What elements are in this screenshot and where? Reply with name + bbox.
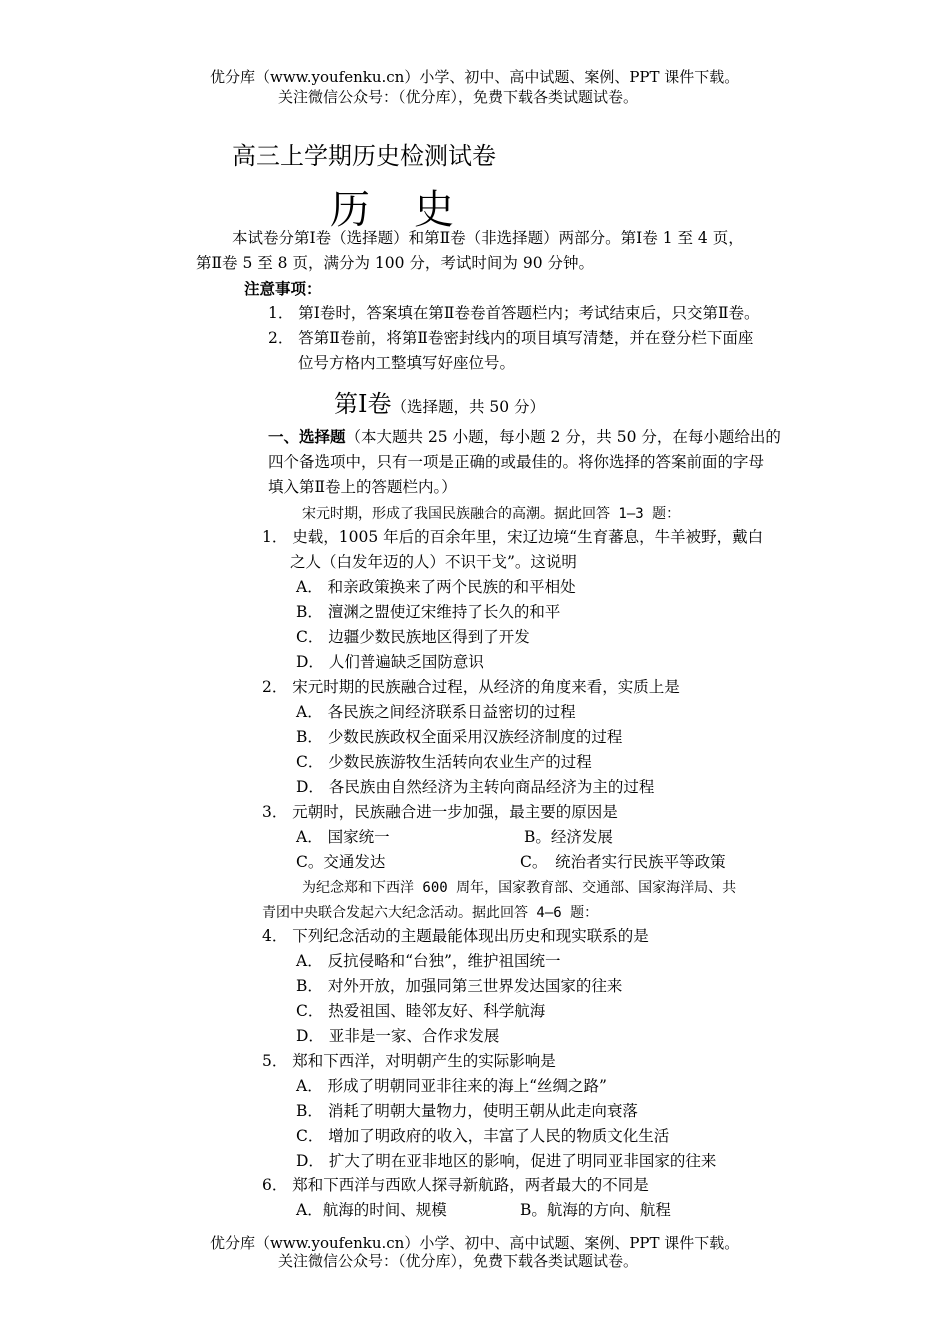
q5-option-a: A． 形成了明朝同亚非往来的海上“丝绸之路” xyxy=(296,1077,607,1095)
notes-label: 注意事项： xyxy=(244,280,322,298)
q2-option-c: C． 少数民族游牧生活转向农业生产的过程 xyxy=(296,753,592,771)
part-1-desc-1: （本大题共 25 小题，每小题 2 分，共 50 分，在每小题给出的 xyxy=(345,428,781,446)
q3-option-d: C。 统治者实行民族平等政策 xyxy=(520,853,726,871)
part-1-desc-3: 填入第Ⅱ卷上的答题栏内。） xyxy=(268,478,457,496)
note-2-line-1: 2． 答第Ⅱ卷前，将第Ⅱ卷密封线内的项目填写清楚，并在登分栏下面座 xyxy=(268,329,754,347)
q1-option-a: A． 和亲政策换来了两个民族的和平相处 xyxy=(296,578,576,596)
q2-option-d: D． 各民族由自然经济为主转向商品经济为主的过程 xyxy=(296,778,655,796)
stem-1: 宋元时期，形成了我国民族融合的高潮。据此回答 1—3 题： xyxy=(302,506,681,522)
q5-option-b: B． 消耗了明朝大量物力，使明王朝从此走向衰落 xyxy=(296,1102,638,1120)
intro-line-1: 本试卷分第Ⅰ卷（选择题）和第Ⅱ卷（非选择题）两部分。第Ⅰ卷 1 至 4 页， xyxy=(232,229,744,247)
q1-option-b: B． 澶渊之盟使辽宋维持了长久的和平 xyxy=(296,603,561,621)
q1-option-d: D． 人们普遍缺乏国防意识 xyxy=(296,653,484,671)
q4-option-b: B． 对外开放，加强同第三世界发达国家的往来 xyxy=(296,977,623,995)
q5-option-c: C． 增加了明政府的收入，丰富了人民的物质文化生活 xyxy=(296,1127,670,1145)
q2-option-b: B． 少数民族政权全面采用汉族经济制度的过程 xyxy=(296,728,623,746)
document-title: 高三上学期历史检测试卷 xyxy=(232,142,496,170)
subject-title: 历史 xyxy=(330,187,498,233)
section-1-heading xyxy=(334,384,545,419)
stem-2-line-1: 为纪念郑和下西洋 600 周年，国家教育部、交通部、国家海洋局、共 xyxy=(302,880,737,896)
intro-line-2: 第Ⅱ卷 5 至 8 页，满分为 100 分，考试时间为 90 分钟。 xyxy=(196,254,594,272)
note-1: 1． 第Ⅰ卷时，答案填在第Ⅱ卷卷首答题栏内；考试结束后，只交第Ⅱ卷。 xyxy=(268,304,760,322)
header-line-2: 关注微信公众号：（优分库），免费下载各类试题试卷。 xyxy=(278,88,639,106)
footer-line-1: 优分库（www.youfenku.cn）小学、初中、高中试题、案例、PPT 课件下载。 xyxy=(210,1234,740,1252)
footer-line-2: 关注微信公众号：（优分库），免费下载各类试题试卷。 xyxy=(278,1252,639,1270)
q6-option-b: B。航海的方向、航程 xyxy=(520,1201,671,1219)
q6-option-a: A．航海的时间、规模 xyxy=(296,1201,447,1219)
section-1-subtitle: （选择题，共 50 分） xyxy=(391,398,546,416)
part-1-line-1 xyxy=(268,427,781,447)
q4-option-d: D． 亚非是一家、合作求发展 xyxy=(296,1027,500,1045)
q3-option-c: C。交通发达 xyxy=(296,853,386,871)
part-1-desc-2: 四个备选项中，只有一项是正确的或最佳的。将你选择的答案前面的字母 xyxy=(268,453,765,471)
q1-option-c: C． 边疆少数民族地区得到了开发 xyxy=(296,628,530,646)
q5-text: 5． 郑和下西洋，对明朝产生的实际影响是 xyxy=(262,1052,556,1070)
part-1-label: 一、选择题 xyxy=(268,428,346,446)
q6-text: 6． 郑和下西洋与西欧人探寻新航路，两者最大的不同是 xyxy=(262,1176,649,1194)
q1-text-1: 1． 史载，1005 年后的百余年里，宋辽边境“生育蕃息，牛羊被野，戴白 xyxy=(262,528,764,546)
q4-option-a: A． 反抗侵略和“台独”，维护祖国统一 xyxy=(296,952,561,970)
q3-option-b: B。经济发展 xyxy=(524,828,613,846)
header-line-1: 优分库（www.youfenku.cn）小学、初中、高中试题、案例、PPT 课件下载。 xyxy=(210,68,740,86)
q3-text: 3． 元朝时，民族融合进一步加强，最主要的原因是 xyxy=(262,803,618,821)
q4-option-c: C． 热爱祖国、睦邻友好、科学航海 xyxy=(296,1002,546,1020)
q3-option-a: A． 国家统一 xyxy=(296,828,390,846)
note-2-line-2: 位号方格内工整填写好座位号。 xyxy=(298,354,516,372)
q5-option-d: D． 扩大了明在亚非地区的影响，促进了明同亚非国家的往来 xyxy=(296,1152,717,1170)
q2-option-a: A． 各民族之间经济联系日益密切的过程 xyxy=(296,703,576,721)
q2-text: 2． 宋元时期的民族融合过程，从经济的角度来看，实质上是 xyxy=(262,678,680,696)
section-1-title: 第Ⅰ卷 xyxy=(334,390,392,418)
q4-text: 4． 下列纪念活动的主题最能体现出历史和现实联系的是 xyxy=(262,927,649,945)
stem-2-line-2: 青团中央联合发起六大纪念活动。据此回答 4—6 题： xyxy=(262,905,599,921)
q1-text-2: 之人（白发年迈的人）不识干戈”。这说明 xyxy=(290,553,577,571)
